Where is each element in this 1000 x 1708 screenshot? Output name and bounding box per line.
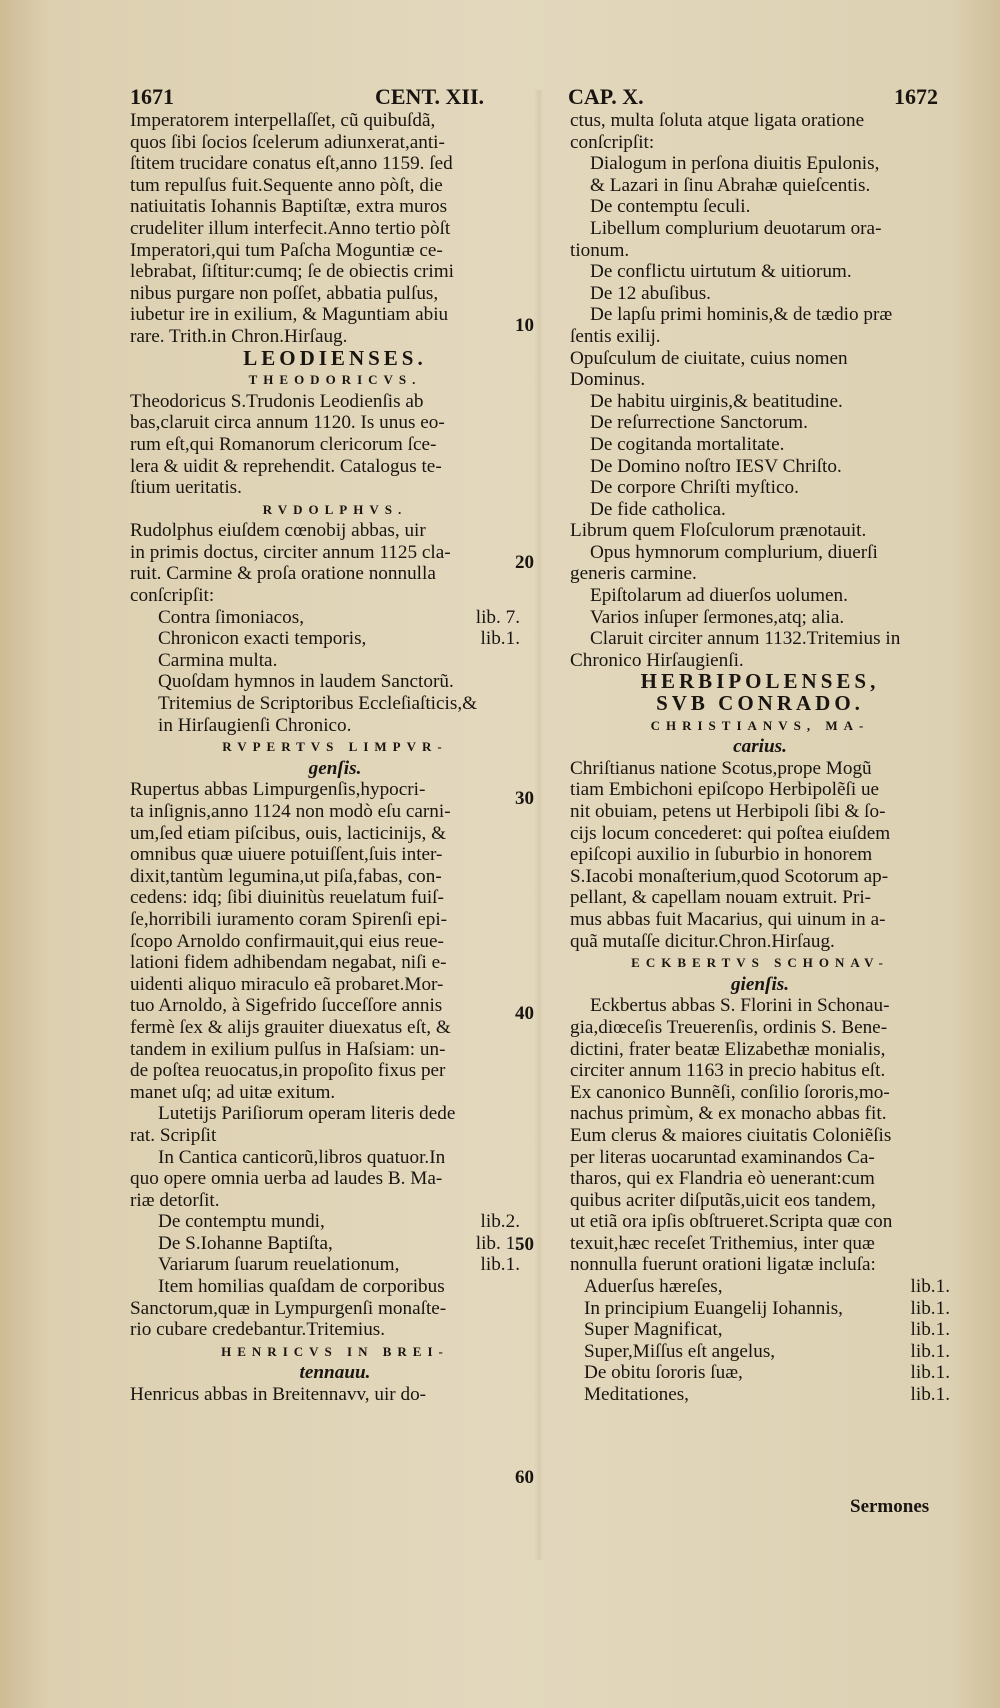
text-line: Rudolphus eiuſdem cœnobij abbas, uir bbox=[130, 520, 426, 542]
text-line: ruit. Carmine & proſa oratione nonnulla bbox=[130, 563, 436, 585]
text-line: nit obuiam, petens ut Herbipoli ſibi & ſo- bbox=[570, 801, 886, 822]
book-count: lib.1. bbox=[910, 1297, 950, 1319]
text-line: tionum. bbox=[570, 239, 630, 261]
book-title: De S.Iohanne Baptiſta, bbox=[158, 1232, 333, 1254]
text-line: De habitu uirginis,& beatitudine. bbox=[590, 390, 843, 412]
left-column bbox=[130, 110, 540, 1406]
text-line: RVDOLPHVS. bbox=[262, 501, 408, 517]
text-line: ſtitem trucidare conatus eſt,anno 1159. ſed bbox=[130, 153, 453, 175]
text-line: THEODORICVS. bbox=[248, 372, 422, 388]
text-line: RVPERTVS LIMPVR- bbox=[222, 739, 448, 755]
book-count: lib. 7. bbox=[475, 606, 520, 628]
book-title: Chronicon exacti temporis, bbox=[158, 628, 367, 650]
text-line: tiam Embichoni epiſcopo Herbipolẽſi ue bbox=[570, 779, 880, 801]
text-line: & Lazari in ſinu Abrahæ quieſcentis. bbox=[590, 174, 871, 196]
text-line: Lutetijs Pariſiorum operam literis dede bbox=[158, 1103, 456, 1125]
text-line: quã mutaſſe dicitur.Chron.Hirſaug. bbox=[570, 930, 835, 952]
chapter-heading: CAP. X. bbox=[568, 84, 644, 109]
book-count: lib.1. bbox=[480, 628, 520, 650]
text-line: De fide catholica. bbox=[590, 498, 726, 520]
text-line: rare. Trith.in Chron.Hirſaug. bbox=[130, 325, 348, 347]
text-line: gienſis. bbox=[730, 973, 790, 995]
book-entry-line bbox=[570, 1341, 950, 1363]
text-line: De 12 abuſibus. bbox=[590, 282, 711, 304]
book-count: lib.2. bbox=[480, 1211, 520, 1233]
text-line: ſcopo Arnoldo confirmauit,qui eius reue- bbox=[130, 930, 444, 952]
text-line: circiter annum 1163 in precio habitus eſt. bbox=[570, 1060, 886, 1082]
text-line: Claruit circiter annum 1132.Tritemius in bbox=[590, 628, 901, 650]
text-line: Chronico Hirſaugienſi. bbox=[570, 649, 744, 671]
text-line: Eum clerus & maiores ciuitatis Coloniẽſis bbox=[570, 1124, 892, 1146]
book-entry-line bbox=[130, 1254, 540, 1276]
book-entry-line bbox=[570, 1384, 950, 1406]
text-line: quos ſibi ſocios ſcelerum adiunxerat,anti- bbox=[130, 131, 445, 153]
book-title: Variarum ſuarum reuelationum, bbox=[158, 1254, 400, 1276]
text-line: HERBIPOLENSES, bbox=[640, 671, 880, 694]
text-line: ſtium ueritatis. bbox=[130, 477, 242, 499]
text-line: cijs locum concederet: qui poſtea eiuſdem bbox=[570, 822, 891, 844]
text-line: gia,diœceſis Treuerenſis, ordinis S. Bene- bbox=[570, 1016, 888, 1038]
right-column bbox=[570, 110, 950, 1406]
book-entry-line bbox=[130, 607, 540, 629]
text-line: rum eſt,qui Romanorum clericorum ſce- bbox=[130, 433, 437, 455]
book-title: Super,Miſſus eſt angelus, bbox=[584, 1340, 776, 1362]
book-title: De contemptu mundi, bbox=[158, 1211, 325, 1233]
text-line: ta inſignis,anno 1124 non modò eſu carni- bbox=[130, 801, 451, 822]
text-line: Imperatori,qui tum Paſcha Moguntiæ ce- bbox=[130, 239, 443, 261]
text-line: Chriſtianus natione Scotus,prope Mogũ bbox=[570, 757, 872, 779]
text-line: genſis. bbox=[308, 757, 362, 779]
text-line: SVB CONRADO. bbox=[656, 693, 864, 715]
century-heading: CENT. XII. bbox=[375, 84, 485, 109]
text-line: tennauu. bbox=[299, 1362, 371, 1384]
text-line: nachus primùm, & ex monacho abbas fit. bbox=[570, 1103, 887, 1125]
text-line: Quoſdam hymnos in laudem Sanctorũ. bbox=[158, 671, 454, 693]
margin-number: 60 bbox=[515, 1467, 534, 1488]
book-count: lib.1. bbox=[910, 1319, 950, 1341]
book-entry-line bbox=[130, 628, 540, 650]
text-line: natiuitatis Iohannis Baptiſtæ, extra muros bbox=[130, 196, 448, 218]
text-line: um,ſed etiam piſcibus, ouis, lacticinijs, & bbox=[130, 822, 447, 844]
text-line: Dialogum in perſona diuitis Epulonis, bbox=[590, 153, 880, 175]
text-line: Henricus abbas in Breitennavv, uir do- bbox=[130, 1384, 427, 1406]
text-line: Libellum complurium deuotarum ora- bbox=[590, 217, 882, 239]
text-line: riæ detorſit. bbox=[130, 1189, 220, 1211]
text-line: fermè ſex & alijs grauiter diuexatus eſt, & bbox=[130, 1016, 451, 1038]
right-page-number: 1672 bbox=[894, 84, 938, 109]
text-line: de poſtea reuocatus,in propoſito fixus per bbox=[130, 1060, 446, 1082]
text-line: Dominus. bbox=[570, 369, 646, 391]
text-line: conſcripſit: bbox=[130, 585, 215, 607]
margin-number: 40 bbox=[515, 1003, 534, 1024]
text-line: carius. bbox=[733, 736, 787, 758]
text-line: mus abbas fuit Macarius, qui uinum in a- bbox=[570, 908, 886, 930]
book-count: lib.1. bbox=[480, 1254, 520, 1276]
text-line: bas,claruit circa annum 1120. Is unus eo- bbox=[130, 412, 445, 434]
book-entry-line bbox=[570, 1298, 950, 1320]
book-entry-line bbox=[570, 1362, 950, 1384]
book-title: Aduerſus hæreſes, bbox=[584, 1276, 723, 1298]
text-line: Imperatorem interpellaſſet, cũ quibuſdã, bbox=[130, 110, 436, 131]
text-line: Carmina multa. bbox=[158, 649, 278, 671]
book-entry-line bbox=[570, 1319, 950, 1341]
book-title: Meditationes, bbox=[584, 1384, 689, 1406]
text-line: per literas uocaruntad examinandos Ca- bbox=[570, 1146, 875, 1168]
book-title: Super Magnificat, bbox=[584, 1319, 723, 1341]
book-count: lib.1. bbox=[910, 1276, 950, 1298]
text-line: Opuſculum de ciuitate, cuius nomen bbox=[570, 347, 848, 369]
text-line: dixit,tantùm legumina,ut piſa,fabas, con- bbox=[130, 865, 442, 887]
text-line: dictini, frater beatæ Elizabethæ monialis, bbox=[570, 1038, 886, 1060]
text-line: in Hirſaugienſi Chronico. bbox=[158, 714, 352, 736]
text-line: in primis doctus, circiter annum 1125 cla- bbox=[130, 541, 451, 563]
text-line: nonnulla fuerunt orationi ligatæ incluſa: bbox=[570, 1254, 876, 1276]
margin-number: 10 bbox=[515, 315, 534, 336]
text-line: tharos, qui ex Flandria eò uenerant:cum bbox=[570, 1168, 875, 1190]
text-line: quo opere omnia uerba ad laudes B. Ma- bbox=[130, 1168, 443, 1190]
text-line: ſe,horribili iuramento coram Spirenſi epi- bbox=[130, 908, 448, 930]
text-line: CHRISTIANVS, MA- bbox=[650, 717, 870, 733]
text-line: iubetur ire in exilium, & Maguntiam abiu bbox=[130, 304, 449, 326]
text-line: texuit,hæc receſet Trithemius, inter quæ bbox=[570, 1232, 875, 1254]
book-count: lib.1. bbox=[910, 1362, 950, 1384]
text-line: Ex canonico Bunnẽſi, conſilio ſororis,mo- bbox=[570, 1081, 890, 1103]
text-line: Sanctorum,quæ in Lympurgenſi monaſte- bbox=[130, 1297, 447, 1319]
text-line: lera & uidit & reprehendit. Catalogus te- bbox=[130, 455, 442, 477]
text-line: De contemptu ſeculi. bbox=[590, 196, 751, 218]
text-line: LEODIENSES. bbox=[243, 347, 427, 370]
text-line: Theodoricus S.Trudonis Leodienſis ab bbox=[130, 390, 424, 412]
text-line: Rupertus abbas Limpurgenſis,hypocri- bbox=[130, 779, 426, 801]
text-line: ECKBERTVS SCHONAV- bbox=[631, 955, 889, 971]
text-line: conſcripſit: bbox=[570, 131, 655, 153]
text-line: Epiſtolarum ad diuerſos uolumen. bbox=[590, 585, 848, 607]
text-line: Tritemius de Scriptoribus Eccleſiaſticis,& bbox=[158, 693, 478, 715]
text-line: Librum quem Floſculorum prænotauit. bbox=[570, 520, 867, 542]
text-line: omnibus quæ uiuere potuiſſent,ſuis inter- bbox=[130, 844, 443, 866]
book-entry-line bbox=[130, 1211, 540, 1233]
margin-number: 20 bbox=[515, 552, 534, 573]
text-line: tuo Arnoldo, à Sigefrido ſucceſſore annis bbox=[130, 995, 443, 1017]
margin-number: 30 bbox=[515, 788, 534, 809]
book-entry-line bbox=[570, 1276, 950, 1298]
text-line: HENRICVS IN BREI- bbox=[221, 1343, 449, 1359]
text-line: De reſurrectione Sanctorum. bbox=[590, 412, 808, 434]
book-count: lib.1. bbox=[910, 1384, 950, 1406]
text-line: generis carmine. bbox=[570, 563, 697, 585]
text-line: epiſcopi auxilio in ſuburbio in honorem bbox=[570, 844, 873, 866]
left-page-number: 1671 bbox=[130, 84, 174, 109]
text-line: ſentis exilij. bbox=[570, 325, 661, 347]
text-line: pellant, & capellam nouam extruit. Pri- bbox=[570, 887, 872, 909]
margin-number: 50 bbox=[515, 1234, 534, 1255]
text-line: crudeliter illum interfecit.Anno tertio pòſt bbox=[130, 217, 451, 239]
text-line: quibus acriter diſputãs,uicit eos tandem, bbox=[570, 1189, 876, 1211]
text-line: Varios inſuper ſermones,atq; alia. bbox=[590, 606, 845, 628]
text-line: De lapſu primi hominis,& de tædio præ bbox=[590, 304, 893, 326]
book-count: lib.1. bbox=[910, 1340, 950, 1362]
book-count: lib. 1. bbox=[475, 1232, 520, 1254]
book-entry-line bbox=[130, 1233, 540, 1255]
text-line: ctus, multa ſoluta atque ligata oratione bbox=[570, 110, 865, 131]
text-line: tum repulſus fuit.Sequente anno pòſt, die bbox=[130, 174, 443, 196]
text-line: rio cubare credebantur.Tritemius. bbox=[130, 1319, 386, 1341]
text-line: Eckbertus abbas S. Florini in Schonau- bbox=[590, 995, 890, 1017]
text-line: nibus purgare non poſſet, abbatia pulſus, bbox=[130, 282, 439, 304]
text-line: cedens: idq; ſibi diuinitùs reuelatum fuiſ- bbox=[130, 887, 444, 909]
book-title: De obitu ſororis ſuæ, bbox=[584, 1362, 743, 1384]
text-line: rat. Scripſit bbox=[130, 1124, 217, 1146]
text-line: uidenti aliquo miraculo eã probaret.Mor- bbox=[130, 973, 444, 995]
text-line: De conflictu uirtutum & uitiorum. bbox=[590, 261, 852, 283]
book-title: In principium Euangelij Iohannis, bbox=[584, 1297, 843, 1319]
text-line: S.Iacobi monaſterium,quod Scotorum ap- bbox=[570, 865, 889, 887]
book-title: Contra ſimoniacos, bbox=[158, 606, 305, 628]
text-line: De Domino noſtro IESV Chriſto. bbox=[590, 455, 842, 477]
text-line: De cogitanda mortalitate. bbox=[590, 433, 785, 455]
text-line: Item homilias quaſdam de corporibus bbox=[158, 1276, 445, 1298]
catchword: Sermones bbox=[850, 1496, 930, 1517]
text-line: ut etiã ora ipſis obſtrueret.Scripta quæ con bbox=[570, 1211, 893, 1233]
text-line: lationi fidem adhibendam negabat, niſi e- bbox=[130, 952, 447, 974]
text-line: tandem in exilium pulſus in Haſsiam: un- bbox=[130, 1038, 446, 1060]
text-line: lebrabat, ſiſtitur:cumq; ſe de obiectis crimi bbox=[130, 261, 454, 283]
text-line: De corpore Chriſti myſtico. bbox=[590, 477, 799, 499]
text-line: Opus hymnorum complurium, diuerſi bbox=[590, 541, 878, 563]
text-line: In Cantica canticorũ,libros quatuor.In bbox=[158, 1146, 446, 1168]
text-line: manet uſq; ad uitæ exitum. bbox=[130, 1081, 336, 1103]
